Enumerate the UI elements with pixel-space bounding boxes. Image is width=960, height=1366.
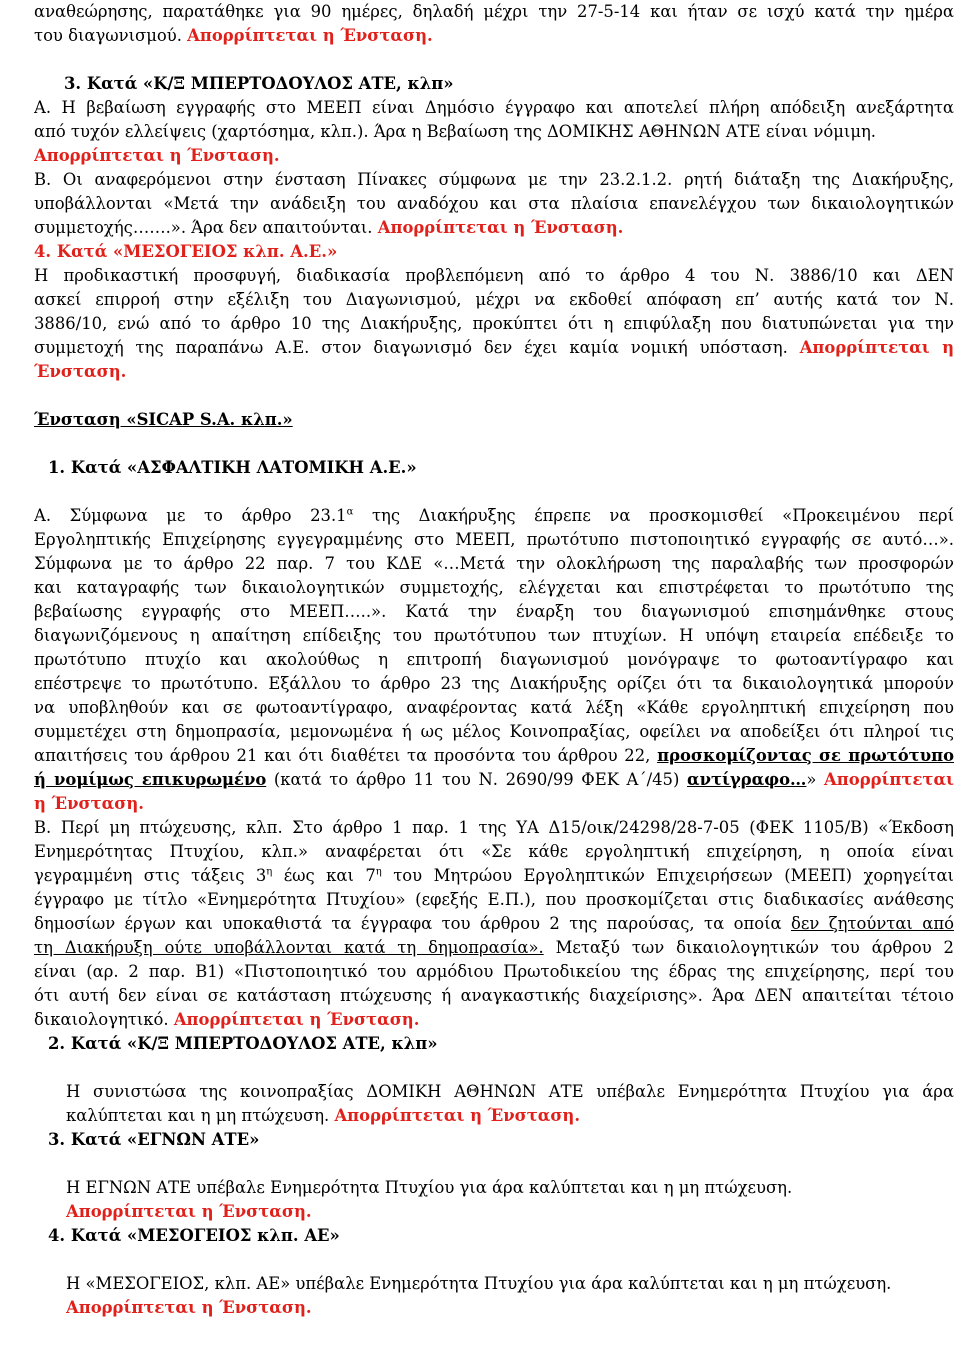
text-segment: Α. Σύμφωνα με το άρθρο 23.1 (34, 506, 347, 525)
text-line (34, 96, 954, 120)
text-segment: δικαιολογητικό. (34, 1010, 174, 1029)
text-line (66, 1080, 954, 1104)
text-segment: η (375, 866, 382, 878)
text-segment: συμμετέχει στη δημοπρασία, μεμονωμένα ή ως μέλος Κοινοπραξίας, οφείλει να αποδείξει ότι πληροί τις (34, 722, 954, 741)
text-segment: αναθεώρησης, παρατάθηκε για 90 ημέρες, δηλαδή μέχρι την 27-5-14 και ήταν σε ισχύ κατά την ημέρα (34, 2, 954, 21)
text-segment: έως και 7 (272, 866, 376, 885)
text-line (34, 576, 954, 600)
text-line (34, 720, 954, 744)
text-segment: 4. Κατά «ΜΕΣΟΓΕΙΟΣ κλπ. ΑΕ» (48, 1226, 340, 1245)
text-segment: καλύπτεται και η μη πτώχευση. (66, 1106, 335, 1125)
text-segment: Η «ΜΕΣΟΓΕΙΟΣ, κλπ. ΑΕ» υπέβαλε Ενημερότητα Πτυχίου για άρα καλύπτεται και η μη πτώχευση. (66, 1274, 892, 1293)
text-segment: της Διακήρυξης έπρεπε να προσκομισθεί «Προκειμένου περί (353, 506, 954, 525)
text-line (34, 24, 954, 47)
text-segment: α (346, 506, 354, 518)
text-segment: δημοσίων έργων και υποκαθιστά τα έγγραφα του άρθρου 2 της παρούσας, τα οποία (34, 914, 791, 933)
text-segment: 2. Κατά «Κ/Ξ ΜΠΕΡΤΟΔΟΥΛΟΣ ΑΤΕ, κλπ» (48, 1034, 438, 1053)
text-segment: και καταγραφής των δικαιολογητικών συμμετοχής, ελέγχεται και επιστρέφεται το πρωτότυπο της (34, 578, 954, 597)
section-heading (34, 240, 954, 263)
text-segment: βεβαίωσης εγγραφής στο ΜΕΕΠ…..». Κατά την έναρξη του διαγωνισμού επισημάνθηκε στους (34, 602, 954, 621)
section-heading (48, 1128, 954, 1151)
text-segment: τη Διακήρυξη ούτε υποβάλλονται κατά τη δημοπρασία». (34, 938, 544, 957)
text-segment: πρωτότυπο πτυχίο και ακολούθως η επιτροπή διαγωνισμού μονόγραψε το φωτοαντίγραφο και (34, 650, 954, 669)
text-line (34, 960, 954, 984)
text-segment: Σύμφωνα με το άρθρο 22 παρ. 7 του ΚΔΕ «…Μετά την ολοκλήρωση της παραλαβής των προσφορών (34, 554, 954, 573)
text-segment: δεν ζητούνται από (791, 914, 954, 933)
text-line (34, 264, 954, 288)
emphasis-text: Απορρίπτεται η Ένσταση. (334, 1106, 581, 1125)
text-segment: Εργοληπτικής Επιχείρησης εγγεγραμμένης στο ΜΕΕΠ, πρωτότυπο πιστοποιητικό εγγραφής σε αυτό…». (34, 530, 954, 549)
emphasis-text: Απορρίπτεται η Ένσταση. (377, 218, 624, 237)
text-segment: από τυχόν ελλείψεις (χαρτόσημα, κλπ.). Άρα η Βεβαίωση της ΔΟΜΙΚΗΣ ΑΘΗΝΩΝ ΑΤΕ είναι νόμιμη. (34, 122, 877, 141)
text-line (34, 864, 954, 888)
text-segment: ασκεί επιρροή στην εξέλιξη του Διαγωνισμού, μέχρι να εκδοθεί απόφαση επ’ αυτής κατά τον Ν. (34, 290, 954, 309)
text-segment: 3. Κατά «Κ/Ξ ΜΠΕΡΤΟΔΟΥΛΟΣ ΑΤΕ, κλπ» (64, 74, 454, 93)
text-line (34, 840, 954, 864)
text-line (34, 360, 954, 383)
text-line (34, 0, 954, 24)
text-line (34, 600, 954, 624)
text-line (34, 1008, 954, 1031)
text-line (34, 888, 954, 912)
text-line (34, 696, 954, 720)
text-segment: Ένσταση «SICAP S.A. κλπ.» (34, 410, 293, 429)
text-line (34, 504, 954, 528)
text-line (34, 648, 954, 672)
text-segment: » (806, 770, 825, 789)
text-line (34, 744, 954, 768)
text-segment: ότι αυτή δεν είναι σε κατάσταση πτώχευσης ή αναγκαστικής διαχείρισης». Άρα ΔΕΝ απαιτείται τέτοιο (34, 986, 954, 1005)
emphasis-text: Απορρίπτεται (824, 770, 954, 789)
text-segment: απαιτήσεις του άρθρου 21 και ότι διαθέτει τα προσόντα του άρθρου 22, (34, 746, 658, 765)
text-line (34, 192, 954, 216)
emphasis-text: Απορρίπτεται η Ένσταση. (66, 1298, 312, 1317)
text-line (34, 936, 954, 960)
text-segment: 3886/10, ενώ από το άρθρο 10 της Διακήρυξης, προκύπτει ότι η επιφύλαξη που διατυπώνεται για την (34, 314, 954, 333)
text-segment: προσκομίζοντας σε πρωτότυπο (657, 746, 954, 765)
emphasis-text: η Ένσταση. (34, 794, 144, 813)
text-line (34, 144, 954, 167)
emphasis-text: Απορρίπτεται η (799, 338, 954, 357)
text-line (34, 336, 954, 360)
text-line (66, 1296, 954, 1319)
section-heading (64, 72, 954, 95)
text-line (34, 312, 954, 336)
text-segment: γεγραμμένη στις τάξεις 3 (34, 866, 267, 885)
text-segment: αντίγραφο… (686, 770, 807, 789)
text-line (34, 120, 954, 143)
text-line (34, 288, 954, 312)
text-line (34, 216, 954, 239)
text-segment: να υποβληθούν και σε φωτοαντίγραφο, αναφέροντας κατά λέξη «Κάθε εργοληπτική επιχείρηση που (34, 698, 954, 717)
text-segment: (κατά το άρθρο 11 του Ν. 2690/99 ΦΕΚ Α΄/45) (266, 770, 687, 789)
text-line (34, 912, 954, 936)
section-heading (48, 1224, 954, 1247)
text-line (34, 168, 954, 192)
section-heading (48, 456, 954, 479)
text-line (34, 768, 954, 792)
text-segment: Β. Οι αναφερόμενοι στην ένσταση Πίνακες σύμφωνα με την 23.2.1.2. ρητή διάταξη της Διακήρυξης, (34, 170, 954, 189)
text-segment: συμμετοχή της παραπάνω Α.Ε. στον διαγωνισμό δεν έχει καμία νομική υπόσταση. (34, 338, 800, 357)
section-heading (48, 1032, 954, 1055)
text-segment: η (266, 866, 273, 878)
text-line (34, 672, 954, 696)
text-line (66, 1200, 954, 1223)
emphasis-text: Απορρίπτεται η Ένσταση. (34, 146, 280, 165)
text-segment: Η προδικαστική προσφυγή, διαδικασία προβλεπόμενη από το άρθρο 4 του Ν. 3886/10 και ΔΕΝ (34, 266, 954, 285)
text-line (34, 984, 954, 1008)
text-line (34, 552, 954, 576)
text-segment: υποβάλλονται «Μετά την ανάδειξη του αναδόχου και στα πλαίσια επανελέγχου των δικαιολογητικών (34, 194, 954, 213)
text-segment: Α. Η βεβαίωση εγγραφής στο ΜΕΕΠ είναι Δημόσιο έγγραφο και αποτελεί πλήρη απόδειξη ανεξάρτητα (34, 98, 954, 117)
objection-heading (34, 408, 954, 431)
text-line (34, 816, 954, 840)
text-line (66, 1176, 954, 1199)
emphasis-text: Απορρίπτεται η Ένσταση. (187, 26, 433, 45)
text-segment: Η συνιστώσα της κοινοπραξίας ΔΟΜΙΚΗ ΑΘΗΝΩΝ ΑΤΕ υπέβαλε Ενημερότητα Πτυχίου για άρα (66, 1082, 954, 1101)
text-line (66, 1104, 954, 1127)
text-segment: Ενημερότητας Πτυχίου, κλπ.» αναφέρεται ότι «Σε κάθε εργοληπτική επιχείρηση, η οποία είναι (34, 842, 954, 861)
emphasis-text: 4. Κατά «ΜΕΣΟΓΕΙΟΣ κλπ. Α.Ε.» (34, 242, 338, 261)
text-segment: επέστρεψε το πρωτότυπο. Εξάλλου το άρθρο 23 της Διακήρυξης ορίζει ότι τα δικαιολογητικά μπορούν (34, 674, 954, 693)
text-segment: του Μητρώου Εργοληπτικών Επιχειρήσεων (ΜΕΕΠ) χορηγείται (381, 866, 954, 885)
text-segment: έγγραφο με τίτλο «Ενημερότητα Πτυχίου» (εφεξής Ε.Π.), που προσκομίζεται στις διαδικασίες ανάθεσης (34, 890, 954, 909)
text-segment: Η ΕΓΝΩΝ ΑΤΕ υπέβαλε Ενημερότητα Πτυχίου για άρα καλύπτεται και η μη πτώχευση. (66, 1178, 793, 1197)
text-segment: ή νομίμως επικυρωμένο (34, 770, 267, 789)
emphasis-text: Απορρίπτεται η Ένσταση. (66, 1202, 312, 1221)
text-line (66, 1272, 954, 1295)
emphasis-text: Απορρίπτεται η Ένσταση. (173, 1010, 420, 1029)
text-segment: είναι (αρ. 2 παρ. Β1) «Πιστοποιητικό του αρμόδιου Πρωτοδικείου της έδρας της επιχείρησης, περί του (34, 962, 954, 981)
text-line (34, 624, 954, 648)
text-line (34, 528, 954, 552)
text-segment: Β. Περί μη πτώχευσης, κλπ. Στο άρθρο 1 παρ. 1 της ΥΑ Δ15/οικ/24298/28-7-05 (ΦΕΚ 1105/Β) «Έκδοση (34, 818, 954, 837)
text-segment: 1. Κατά «ΑΣΦΑΛΤΙΚΗ ΛΑΤΟΜΙΚΗ Α.Ε.» (48, 458, 417, 477)
text-segment: του διαγωνισμού. (34, 26, 188, 45)
text-line (34, 792, 954, 815)
text-segment: διαγωνιζόμενους η απαίτηση επίδειξης του πρωτότυπου των πτυχίων. Η υπόψη εταιρεία επέδειξε το (34, 626, 954, 645)
text-segment: συμμετοχής…….». Άρα δεν απαιτούνται. (34, 218, 378, 237)
emphasis-text: Ένσταση. (34, 362, 127, 381)
text-segment: 3. Κατά «ΕΓΝΩΝ ΑΤΕ» (48, 1130, 260, 1149)
text-segment: Μεταξύ των δικαιολογητικών του άρθρου 2 (543, 938, 954, 957)
